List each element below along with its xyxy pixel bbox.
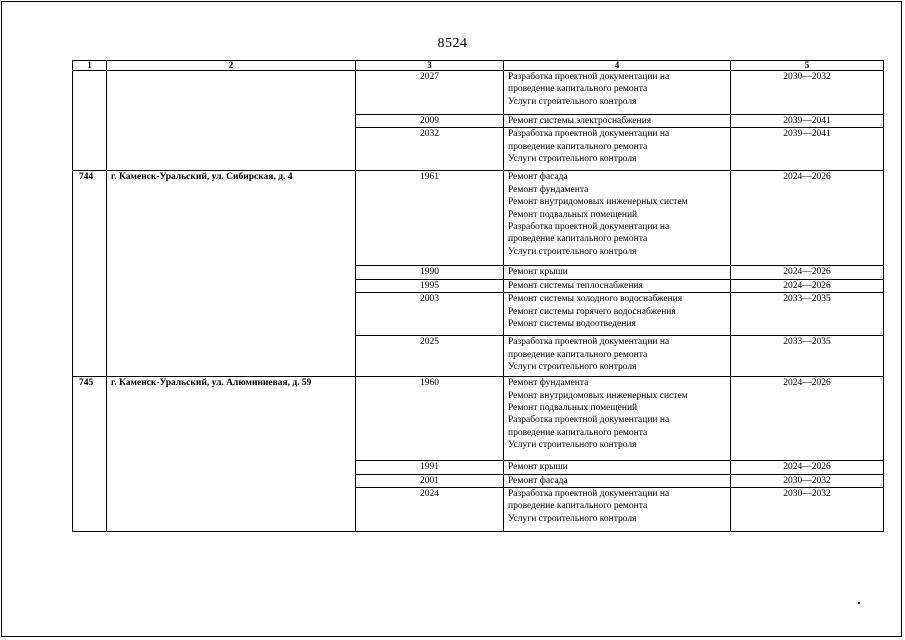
column-header: 1	[73, 61, 107, 71]
column-header: 3	[356, 61, 504, 71]
works-list	[504, 266, 731, 279]
work-item: проведение капитального ремонта	[508, 141, 648, 152]
commission-year: 2003	[356, 293, 504, 336]
works-list	[504, 488, 731, 532]
column-header: 4	[504, 61, 731, 71]
commission-year: 1961	[356, 171, 504, 266]
commission-year: 1960	[356, 377, 504, 461]
repair-period: 2030—2032	[731, 71, 884, 115]
repair-period: 2024—2026	[731, 171, 884, 266]
table-row	[73, 171, 884, 266]
work-item: Услуги строительного контроля	[508, 154, 637, 165]
work-item: проведение капитального ремонта	[508, 234, 648, 245]
work-item: Услуги строительного контроля	[508, 513, 637, 524]
work-item: Услуги строительного контроля	[508, 96, 637, 107]
work-item: Разработка проектной документации на	[508, 489, 670, 500]
table-row	[73, 377, 884, 461]
works-list	[504, 461, 731, 474]
work-item: Ремонт подвальных помещений	[508, 403, 638, 414]
commission-year: 1995	[356, 279, 504, 292]
building-address	[107, 71, 356, 171]
works-list	[504, 336, 731, 377]
works-list	[504, 474, 731, 487]
works-list	[504, 128, 731, 171]
commission-year: 2025	[356, 336, 504, 377]
commission-year: 2009	[356, 115, 504, 128]
table-row	[73, 71, 884, 115]
repair-period: 2033—2035	[731, 336, 884, 377]
work-item: Ремонт подвальных помещений	[508, 209, 638, 220]
repair-period: 2024—2026	[731, 266, 884, 279]
scan-speck	[858, 602, 860, 604]
work-item: Ремонт фундамента	[508, 184, 589, 195]
page-number: 8524	[437, 36, 468, 51]
repair-period: 2030—2032	[731, 474, 884, 487]
works-list	[504, 293, 731, 336]
work-item: проведение капитального ремонта	[508, 427, 648, 438]
work-item: Разработка проектной документации на	[508, 72, 670, 82]
commission-year: 2001	[356, 474, 504, 487]
work-item: Ремонт фасада	[508, 172, 568, 183]
work-item: проведение капитального ремонта	[508, 84, 648, 95]
work-item: Разработка проектной документации на	[508, 415, 670, 426]
commission-year: 2027	[356, 71, 504, 115]
work-item: Ремонт крыши	[508, 267, 568, 278]
works-list	[504, 377, 731, 461]
repair-period: 2024—2026	[731, 377, 884, 461]
works-list	[504, 171, 731, 266]
building-address: г. Каменск-Уральский, ул. Сибирская, д. 4	[107, 171, 356, 377]
work-item: Ремонт системы водоотведения	[508, 319, 636, 330]
repair-period: 2030—2032	[731, 488, 884, 532]
work-item: Ремонт системы холодного водоснабжения	[508, 294, 683, 305]
column-header: 2	[107, 61, 356, 71]
row-number: 745	[73, 377, 107, 532]
repair-period: 2024—2026	[731, 279, 884, 292]
works-list	[504, 71, 731, 115]
repair-period: 2024—2026	[731, 461, 884, 474]
commission-year: 2024	[356, 488, 504, 532]
work-item: Разработка проектной документации на	[508, 337, 670, 348]
row-number	[73, 71, 107, 171]
work-item: Ремонт внутридомовых инженерных систем	[508, 197, 688, 208]
work-item: Ремонт фасада	[508, 475, 568, 486]
commission-year: 1990	[356, 266, 504, 279]
commission-year: 2032	[356, 128, 504, 171]
work-item: Ремонт системы электроснабжения	[508, 116, 652, 126]
repair-period: 2039—2041	[731, 128, 884, 171]
work-item: Ремонт крыши	[508, 462, 568, 473]
column-header: 5	[731, 61, 884, 71]
works-list	[504, 115, 731, 128]
work-item: Услуги строительного контроля	[508, 362, 637, 373]
row-number: 744	[73, 171, 107, 377]
work-item: проведение капитального ремонта	[508, 501, 648, 512]
work-item: Ремонт внутридомовых инженерных систем	[508, 390, 688, 401]
commission-year: 1991	[356, 461, 504, 474]
repair-period: 2039—2041	[731, 115, 884, 128]
building-address: г. Каменск-Уральский, ул. Алюминиевая, д. 59	[107, 377, 356, 532]
work-item: Услуги строительного контроля	[508, 440, 637, 451]
work-item: Разработка проектной документации на	[508, 129, 670, 140]
work-item: Услуги строительного контроля	[508, 246, 637, 257]
header-row	[73, 61, 884, 71]
work-item: Разработка проектной документации на	[508, 222, 670, 233]
work-item: Ремонт системы теплоснабжения	[508, 280, 643, 291]
work-item: проведение капитального ремонта	[508, 349, 648, 360]
work-item: Ремонт системы горячего водоснабжения	[508, 306, 676, 317]
works-list	[504, 279, 731, 292]
work-item: Ремонт фундамента	[508, 378, 589, 389]
repair-period: 2033—2035	[731, 293, 884, 336]
repair-schedule-table	[72, 60, 884, 532]
